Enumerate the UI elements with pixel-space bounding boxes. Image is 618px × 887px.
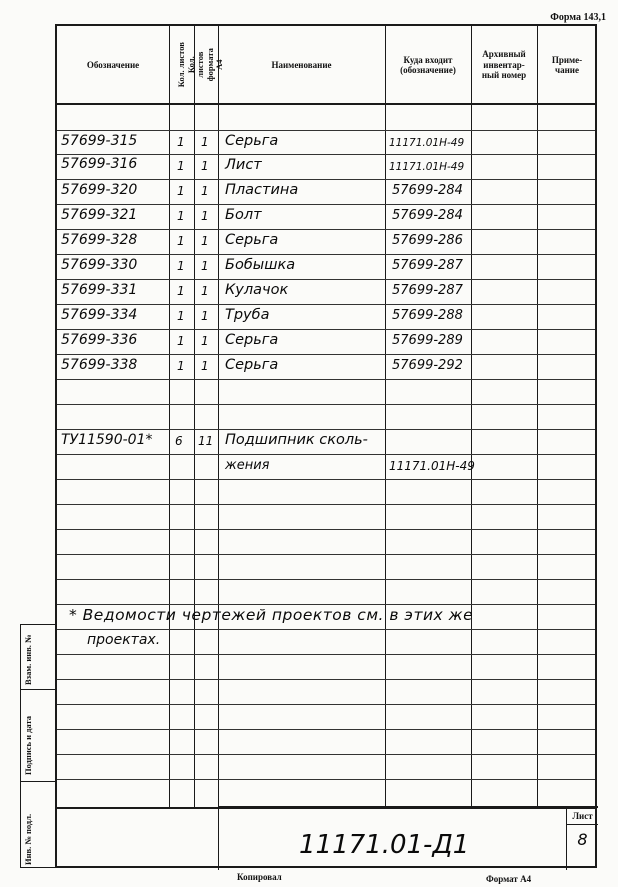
row-line bbox=[57, 729, 595, 730]
name-cell: Бобышка bbox=[225, 257, 296, 273]
where-used-cell: 57699-287 bbox=[392, 258, 463, 273]
row-line bbox=[57, 279, 595, 280]
row-line bbox=[57, 429, 595, 430]
row-line bbox=[57, 779, 595, 780]
row-line bbox=[57, 504, 595, 505]
side-label-inv-orig: Инв. № подл. bbox=[23, 813, 33, 865]
row-line bbox=[57, 404, 595, 405]
row-line bbox=[57, 654, 595, 655]
side-divider bbox=[21, 781, 57, 782]
sheets-cell: 1 bbox=[177, 234, 185, 248]
document-number: 11171.01-Д1 bbox=[299, 830, 470, 860]
name-cell: Подшипник сколь- bbox=[225, 432, 368, 448]
header-divider bbox=[57, 103, 595, 105]
row-line bbox=[57, 754, 595, 755]
where-used-cell: 11171.01Н-49 bbox=[389, 161, 465, 173]
sheets-cell: 1 bbox=[177, 135, 185, 149]
a4-cell: 1 bbox=[201, 284, 209, 298]
a4-cell: 1 bbox=[201, 209, 209, 223]
column-divider bbox=[169, 26, 170, 808]
row-line bbox=[57, 254, 595, 255]
header-sheets-count: Кол. листов bbox=[175, 42, 186, 88]
name-cell: Болт bbox=[225, 207, 262, 223]
row-line bbox=[57, 354, 595, 355]
row-line bbox=[57, 379, 595, 380]
form-number-label: Форма 143,1 bbox=[550, 12, 606, 23]
sheets-cell: 1 bbox=[177, 259, 185, 273]
row-line bbox=[57, 304, 595, 305]
a4-cell: 1 bbox=[201, 309, 209, 323]
designation-cell: 57699-316 bbox=[61, 156, 138, 172]
sheets-cell: 1 bbox=[177, 359, 185, 373]
where-used-cell: 57699-289 bbox=[392, 333, 463, 348]
row-line bbox=[57, 179, 595, 180]
sheets-cell: 1 bbox=[177, 184, 185, 198]
where-used-cell: 57699-287 bbox=[392, 283, 463, 298]
paper-format-label: Формат А4 bbox=[486, 874, 532, 884]
designation-cell: 57699-320 bbox=[61, 182, 138, 198]
sheets-cell: 6 bbox=[175, 434, 183, 448]
side-label-sign-date: Подпись и дата bbox=[23, 716, 33, 775]
row-line bbox=[57, 679, 595, 680]
a4-cell: 1 bbox=[201, 359, 209, 373]
name-cell: Серьга bbox=[225, 133, 279, 149]
header-designation: Обозначение bbox=[86, 59, 140, 70]
sheets-cell: 1 bbox=[177, 334, 185, 348]
row-line bbox=[57, 454, 595, 455]
row-line bbox=[57, 154, 595, 155]
sheet-number: 8 bbox=[577, 830, 588, 849]
where-used-cell: 11171.01Н-49 bbox=[389, 459, 475, 473]
row-line bbox=[57, 604, 595, 605]
where-used-cell: 57699-288 bbox=[392, 308, 463, 323]
a4-cell: 1 bbox=[201, 184, 209, 198]
name-cell: Серьга bbox=[225, 332, 279, 348]
row-line bbox=[57, 204, 595, 205]
name-cell: Серьга bbox=[225, 357, 279, 373]
sheets-cell: 1 bbox=[177, 284, 185, 298]
header-where-used: Куда входит (обозначение) bbox=[400, 54, 456, 75]
row-line bbox=[57, 629, 595, 630]
header-a4-count: Кол. листов формата А4 bbox=[186, 48, 225, 82]
designation-cell: 57699-328 bbox=[61, 232, 138, 248]
row-line bbox=[57, 329, 595, 330]
name-cell: Пластина bbox=[225, 182, 299, 198]
a4-cell: 1 bbox=[201, 159, 209, 173]
column-divider bbox=[194, 26, 195, 808]
side-label-replace-inv: Взам. инв. № bbox=[23, 634, 33, 685]
designation-cell: ТУ11590-01* bbox=[61, 432, 153, 448]
footnote-line-1: * Ведомости чертежей проектов см. в этих же bbox=[69, 606, 474, 624]
title-block bbox=[218, 806, 567, 868]
row-line bbox=[57, 130, 595, 131]
row-line bbox=[57, 579, 595, 580]
row-line bbox=[57, 229, 595, 230]
column-divider bbox=[471, 26, 472, 808]
row-line bbox=[57, 479, 595, 480]
sheets-cell: 1 bbox=[177, 209, 185, 223]
name-cell: Труба bbox=[225, 307, 270, 323]
a4-cell: 1 bbox=[201, 334, 209, 348]
footnote-line-2: проектах. bbox=[87, 632, 161, 648]
designation-cell: 57699-331 bbox=[61, 282, 138, 298]
row-line bbox=[57, 704, 595, 705]
a4-cell: 1 bbox=[201, 234, 209, 248]
a4-cell: 1 bbox=[201, 135, 209, 149]
where-used-cell: 57699-292 bbox=[392, 358, 463, 373]
copied-by-label: Копировал bbox=[237, 872, 282, 882]
side-strip bbox=[20, 624, 56, 868]
where-used-cell: 57699-286 bbox=[392, 233, 463, 248]
designation-cell: 57699-338 bbox=[61, 357, 138, 373]
document-sheet bbox=[55, 24, 597, 868]
where-used-cell: 57699-284 bbox=[392, 183, 463, 198]
column-divider bbox=[537, 26, 538, 808]
name-cell: Кулачок bbox=[225, 282, 289, 298]
row-line bbox=[57, 529, 595, 530]
name-cell: Серьга bbox=[225, 232, 279, 248]
header-note: Приме-чание bbox=[551, 54, 583, 75]
where-used-cell: 57699-284 bbox=[392, 208, 463, 223]
sheets-cell: 1 bbox=[177, 159, 185, 173]
row-line bbox=[57, 554, 595, 555]
designation-cell: 57699-334 bbox=[61, 307, 138, 323]
header-name: Наименование bbox=[271, 59, 332, 70]
where-used-cell: 11171.01Н-49 bbox=[389, 137, 465, 149]
sheet-number-box bbox=[566, 806, 598, 870]
name-cell-continuation: жения bbox=[225, 458, 270, 473]
column-divider bbox=[218, 26, 219, 870]
designation-cell: 57699-315 bbox=[61, 133, 138, 149]
designation-cell: 57699-321 bbox=[61, 207, 138, 223]
sheets-cell: 1 bbox=[177, 309, 185, 323]
a4-cell: 11 bbox=[198, 434, 214, 448]
designation-cell: 57699-330 bbox=[61, 257, 138, 273]
header-archive-number: Архивный инвентар-ный номер bbox=[481, 49, 527, 81]
name-cell: Лист bbox=[225, 157, 262, 173]
column-divider bbox=[385, 26, 386, 808]
a4-cell: 1 bbox=[201, 259, 209, 273]
sheet-label: Лист bbox=[567, 808, 598, 825]
side-divider bbox=[21, 689, 57, 690]
designation-cell: 57699-336 bbox=[61, 332, 138, 348]
